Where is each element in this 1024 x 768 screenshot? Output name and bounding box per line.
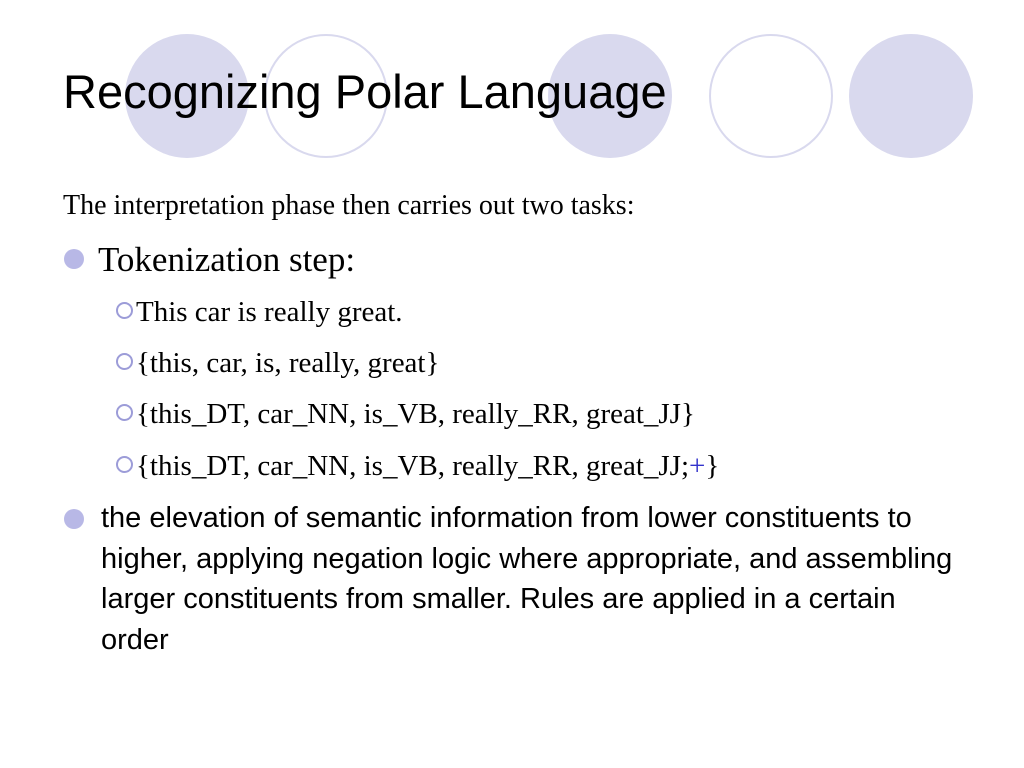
sub-bullet-text: This car is really great. (136, 296, 403, 328)
bullet-dot-icon (64, 509, 84, 529)
bullet-label: Tokenization step: (98, 240, 356, 279)
bullet-paragraph: the elevation of semantic information from lower constituents to higher, applying negation logic where appropriate, and assembling larger constituents from smaller. Rules are applied in a certain order (101, 502, 953, 656)
bullet-tokenization (64, 240, 355, 280)
sub-bullet (116, 398, 695, 431)
ring-bullet-icon (116, 404, 133, 421)
sub-bullet-text: {this_DT, car_NN, is_VB, really_RR, great_JJ; (136, 450, 690, 482)
ring-bullet-icon (116, 302, 133, 319)
sub-bullet (116, 296, 403, 329)
decor-circle-filled (849, 34, 973, 158)
bullet-dot-icon (64, 249, 84, 269)
positive-polarity-marker: + (689, 450, 706, 482)
ring-bullet-icon (116, 456, 133, 473)
ring-bullet-icon (116, 353, 133, 370)
sub-bullet (116, 347, 439, 380)
sub-bullet-text-end: } (705, 450, 720, 482)
bullet-elevation (64, 498, 964, 660)
intro-text: The interpretation phase then carries out two tasks: (63, 190, 635, 221)
sub-bullet (116, 450, 719, 483)
slide-title: Recognizing Polar Language (63, 65, 667, 118)
sub-bullet-text: {this_DT, car_NN, is_VB, really_RR, great_JJ} (136, 398, 695, 430)
sub-bullet-text: {this, car, is, really, great} (136, 347, 440, 379)
decor-circle-outline (709, 34, 833, 158)
